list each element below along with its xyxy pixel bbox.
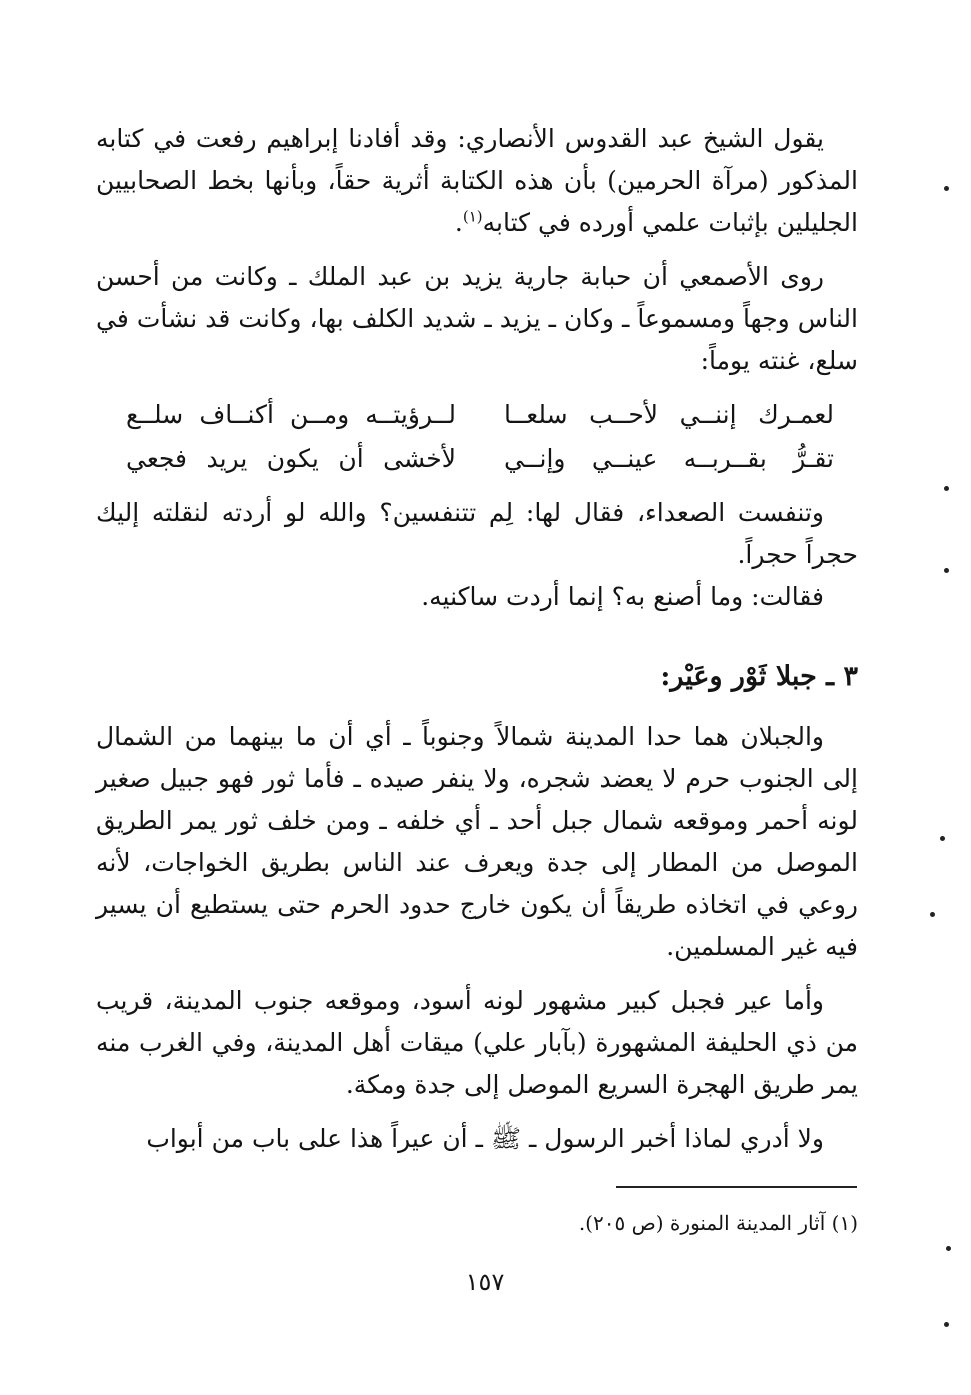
margin-mark: [944, 186, 949, 191]
paragraph-asmai-story: [96, 256, 858, 382]
poem-verses: [96, 394, 858, 482]
page-number: ١٥٧: [465, 1268, 505, 1296]
poem-hemistich-right: لعمـرك إننــي لأحــب سلعــا: [504, 400, 834, 429]
paragraph-text: والجبلان هما حدا المدينة شمالاً وجنوباً ـ أي أن ما بينهما من الشمال إلى الجنوب حرم لا يعضد شجره، ولا ينفر صيده ـ فأما ثور فهو جبيل صغير لونه أحمر وموقعه شمال جبل أحد ـ أي خلفه ـ ومن خلف ثور يمر الطريق الموصل من المطار إلى جدة ويعرف عند الناس بطريق الخواجات، لأنه روعي في اتخاذه طريقاً أن يكون خارج حدود الحرم حتى يستطيع أن يسير فيه غير المسلمين.: [96, 722, 859, 961]
paragraph-text: وأما عير فجبل كبير مشهور لونه أسود، وموقعه جنوب المدينة، قريب من ذي الحليفة المشهورة (بآبار علي) ميقات أهل المدينة، وفي الغرب منه يمر طريق الهجرة السريع الموصل إلى جدة ومكة.: [96, 986, 858, 1099]
section-heading: [96, 656, 858, 698]
poem-verse: [96, 394, 858, 438]
paragraph-ansari-quote: [96, 118, 858, 244]
footnote: (١) آثار المدينة المنورة (ص ٢٠٥).: [578, 1211, 858, 1235]
margin-mark: [930, 912, 935, 917]
poem-verse: [96, 438, 858, 482]
paragraph-text: وتنفست الصعداء، فقال لها: لِم تتنفسين؟ والله لو أردته لنقلته إليك حجراً حجراً.: [96, 498, 858, 569]
paragraph-period: .: [454, 208, 463, 237]
paragraph-mount-ayr: [96, 980, 858, 1106]
section-heading-text: ٣ ـ جبلا ثَوْر وعَيْر:: [660, 661, 858, 692]
footnote-reference[interactable]: (١): [462, 207, 483, 226]
poem-hemistich-left: لأخشى أن يكون يريد فجعي: [126, 444, 456, 473]
margin-mark: [944, 486, 949, 491]
footnote-divider: [616, 1186, 857, 1188]
paragraph-sigh: [96, 492, 858, 576]
paragraph-reply: [96, 576, 858, 618]
margin-mark: [944, 568, 949, 573]
poem-hemistich-right: تقـرُّ بقــربــه عينــي وإنــي: [504, 444, 834, 473]
margin-mark: [946, 1246, 951, 1251]
paragraph-text: ولا أدري لماذا أخبر الرسول ـ ﷺ ـ أن عيراً هذا على باب من أبواب: [146, 1124, 824, 1153]
paragraph-text: يقول الشيخ عبد القدوس الأنصاري: وقد أفادنا إبراهيم رفعت في كتابه المذكور (مرآة الحرمين) بأن هذه الكتابة أثرية حقاً، وبأنها بخط الصحابيين الجليلين بإثبات علمي أورده في كتابه: [96, 124, 858, 237]
margin-mark: [944, 1322, 949, 1327]
poem-hemistich-left: لــرؤيتــه ومــن أكنــاف سلــع: [126, 400, 456, 429]
paragraph-prophet: [96, 1118, 858, 1160]
paragraph-text: فقالت: وما أصنع به؟ إنما أردت ساكنيه.: [421, 582, 824, 611]
margin-mark: [940, 836, 945, 841]
paragraph-two-mountains: [96, 716, 858, 968]
paragraph-text: روى الأصمعي أن حبابة جارية يزيد بن عبد الملك ـ وكانت من أحسن الناس وجهاً ومسموعاً ـ وكان ـ يزيد ـ شديد الكلف بها، وكانت قد نشأت في سلع، غنته يوماً:: [96, 262, 858, 375]
